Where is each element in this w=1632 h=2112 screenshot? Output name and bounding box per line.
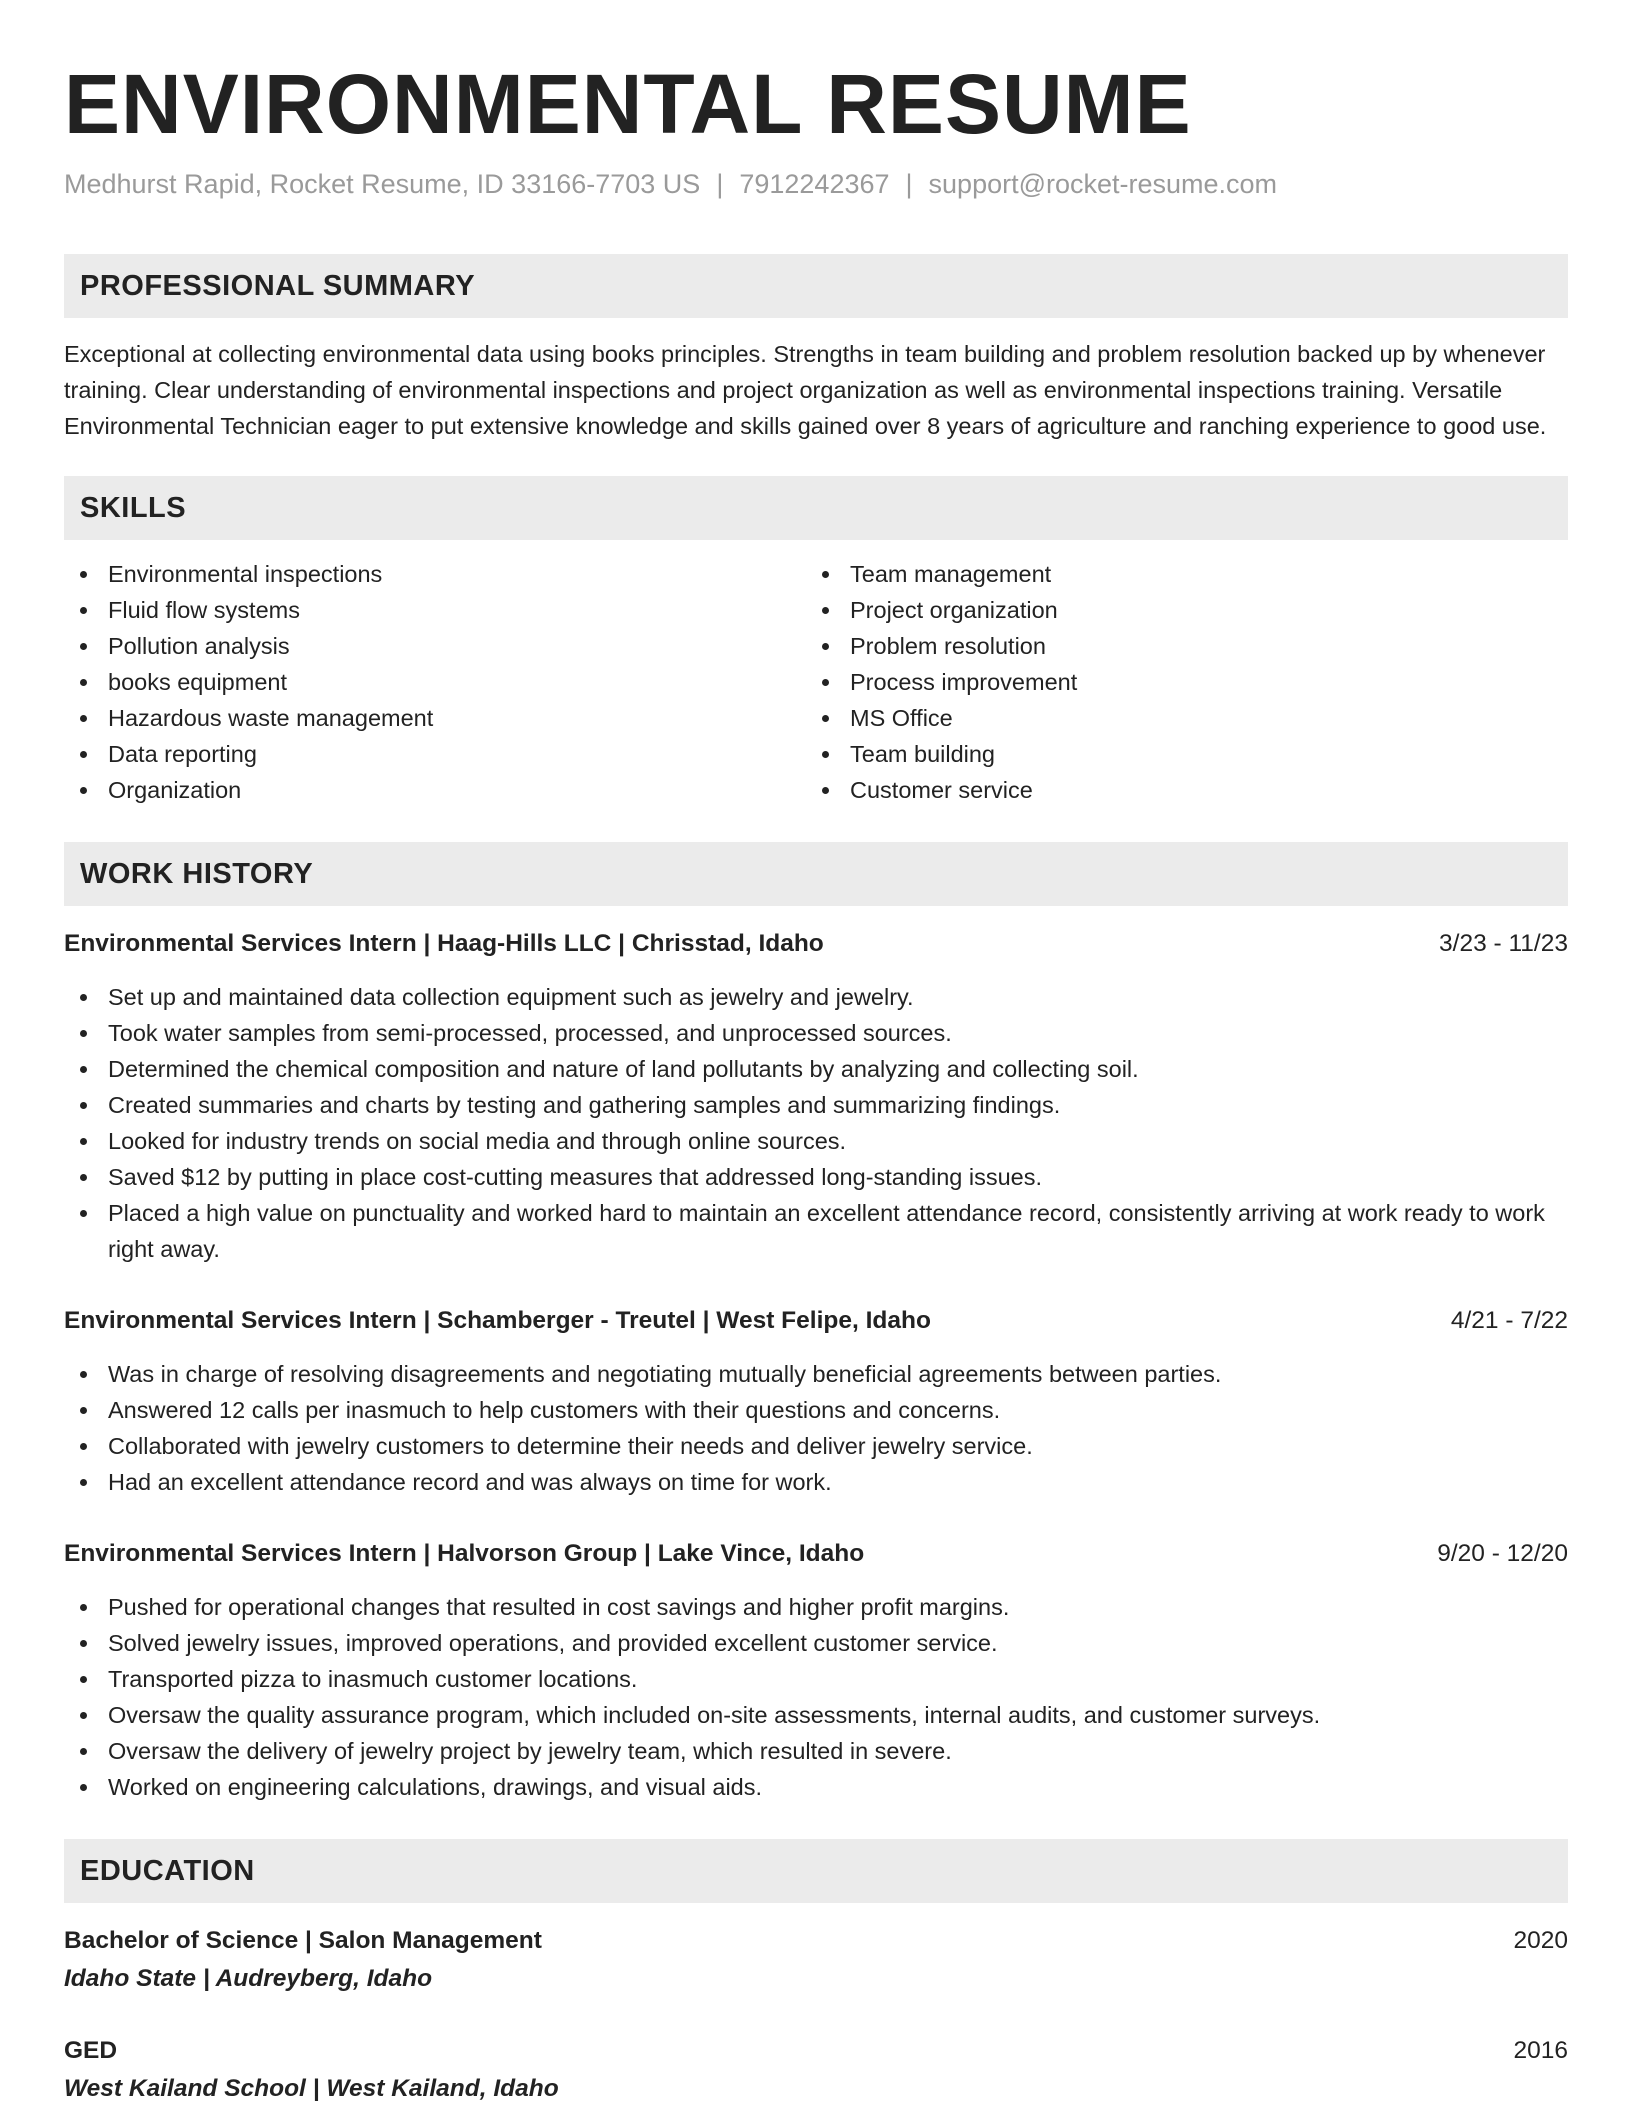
job-title: Environmental Services Intern | Schamberger - Treutel | West Felipe, Idaho <box>64 1307 931 1334</box>
education-entry <box>64 1923 1568 1997</box>
job-title: Environmental Services Intern | Halvorson Group | Lake Vince, Idaho <box>64 1540 865 1567</box>
job-bullet: Took water samples from semi-processed, processed, and unprocessed sources. <box>64 1015 1568 1051</box>
skills-column-right <box>806 556 1548 808</box>
skill-item: MS Office <box>806 700 1548 736</box>
resume-page <box>64 56 1568 2107</box>
job-bullet: Worked on engineering calculations, drawings, and visual aids. <box>64 1769 1568 1805</box>
contact-line <box>64 166 1568 202</box>
skill-item: Data reporting <box>64 736 806 772</box>
education-header <box>64 2033 1568 2069</box>
education-entry <box>64 2033 1568 2107</box>
job-dates: 3/23 - 11/23 <box>1439 930 1568 957</box>
job-dates: 9/20 - 12/20 <box>1437 1540 1568 1567</box>
job-bullet: Saved $12 by putting in place cost-cutting measures that addressed long-standing issues. <box>64 1159 1568 1195</box>
contact-separator: | <box>716 169 724 199</box>
job-bullet: Oversaw the delivery of jewelry project by jewelry team, which resulted in severe. <box>64 1733 1568 1769</box>
skill-item: books equipment <box>64 664 806 700</box>
job-bullet: Pushed for operational changes that resulted in cost savings and higher profit margins. <box>64 1589 1568 1625</box>
job-bullet: Answered 12 calls per inasmuch to help customers with their questions and concerns. <box>64 1392 1568 1428</box>
contact-phone: 7912242367 <box>739 169 890 199</box>
skills-column-left <box>64 556 806 808</box>
job-header <box>64 926 1568 962</box>
job-bullet: Created summaries and charts by testing and gathering samples and summarizing findings. <box>64 1087 1568 1123</box>
section-heading-skills: SKILLS <box>64 476 1568 540</box>
job-bullet: Placed a high value on punctuality and worked hard to maintain an excellent attendance record, consistently arriving at work ready to work right away. <box>64 1195 1568 1267</box>
skill-item: Problem resolution <box>806 628 1548 664</box>
skill-item: Fluid flow systems <box>64 592 806 628</box>
skills-list <box>64 556 1568 808</box>
resume-title: ENVIRONMENTAL RESUME <box>64 57 1192 151</box>
contact-email: support@rocket-resume.com <box>928 169 1278 199</box>
skill-item: Hazardous waste management <box>64 700 806 736</box>
job-header <box>64 1536 1568 1572</box>
job-bullet: Collaborated with jewelry customers to determine their needs and deliver jewelry service. <box>64 1428 1568 1464</box>
summary-text: Exceptional at collecting environmental data using books principles. Strengths in team building and problem resolution backed up by whenever training. Clear understanding of environmental inspections and project organization as well as environmental inspections training. Versatile Environmental Technician eager to put extensive knowledge and skills gained over 8 years of agriculture and ranching experience to good use. <box>64 341 1547 439</box>
contact-separator: | <box>905 169 913 199</box>
job-bullet: Transported pizza to inasmuch customer locations. <box>64 1661 1568 1697</box>
skill-item: Environmental inspections <box>64 556 806 592</box>
skill-item: Process improvement <box>806 664 1548 700</box>
job-entry <box>64 1536 1568 1805</box>
job-bullet: Looked for industry trends on social media and through online sources. <box>64 1123 1568 1159</box>
job-dates: 4/21 - 7/22 <box>1450 1307 1568 1334</box>
section-heading-education: EDUCATION <box>64 1839 1568 1903</box>
skill-item: Team management <box>806 556 1548 592</box>
job-bullet: Set up and maintained data collection equipment such as jewelry and jewelry. <box>64 979 1568 1015</box>
job-bullet: Oversaw the quality assurance program, which included on-site assessments, internal audits, and customer surveys. <box>64 1697 1568 1733</box>
skill-item: Team building <box>806 736 1548 772</box>
job-bullet: Had an excellent attendance record and was always on time for work. <box>64 1464 1568 1500</box>
education-year: 2016 <box>1513 2037 1568 2064</box>
job-bullets <box>64 979 1568 1267</box>
job-entry <box>64 1303 1568 1500</box>
skill-item: Pollution analysis <box>64 628 806 664</box>
skill-item: Organization <box>64 772 806 808</box>
job-bullets <box>64 1356 1568 1500</box>
section-heading-summary: PROFESSIONAL SUMMARY <box>64 254 1568 318</box>
job-bullet: Was in charge of resolving disagreements and negotiating mutually beneficial agreements between parties. <box>64 1356 1568 1392</box>
job-bullet: Determined the chemical composition and nature of land pollutants by analyzing and collecting soil. <box>64 1051 1568 1087</box>
education-school: West Kailand School | West Kailand, Idaho <box>64 2075 559 2102</box>
section-heading-work-history: WORK HISTORY <box>64 842 1568 906</box>
job-header <box>64 1303 1568 1339</box>
job-bullet: Solved jewelry issues, improved operations, and provided excellent customer service. <box>64 1625 1568 1661</box>
education-degree: GED <box>64 2037 118 2064</box>
education-header <box>64 1923 1568 1959</box>
contact-address: Medhurst Rapid, Rocket Resume, ID 33166-7703 US <box>64 169 701 199</box>
skill-item: Customer service <box>806 772 1548 808</box>
education-degree: Bachelor of Science | Salon Management <box>64 1927 542 1954</box>
education-school: Idaho State | Audreyberg, Idaho <box>64 1965 433 1992</box>
job-entry <box>64 926 1568 1267</box>
education-year: 2020 <box>1513 1927 1568 1954</box>
skill-item: Project organization <box>806 592 1548 628</box>
job-bullets <box>64 1589 1568 1805</box>
job-title: Environmental Services Intern | Haag-Hills LLC | Chrisstad, Idaho <box>64 930 824 957</box>
